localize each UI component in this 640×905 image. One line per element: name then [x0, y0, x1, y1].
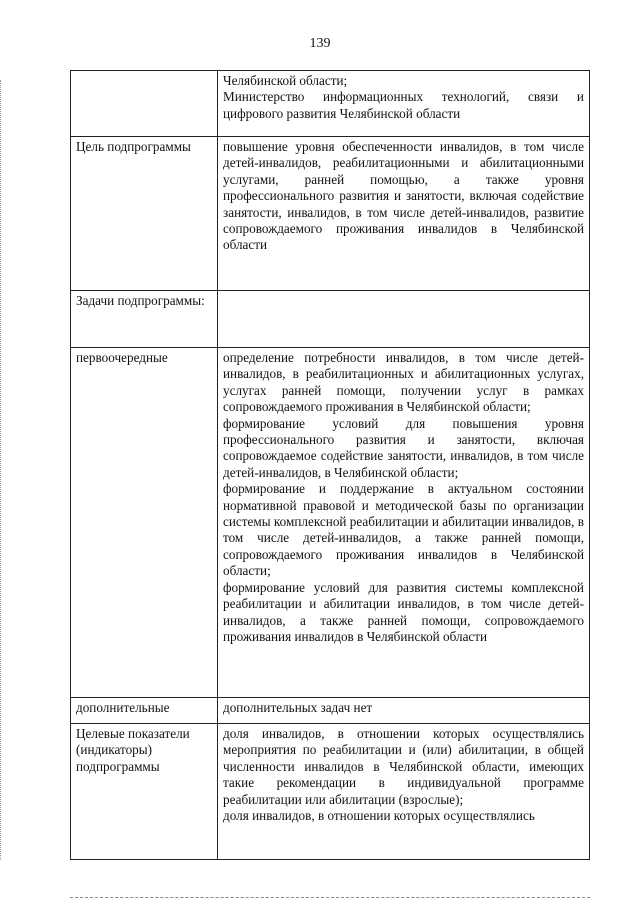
- content-paragraph: определение потребности инвалидов, в том числе детей-инвалидов, в реабилитационных и абилитационных услугах, услугах ранней помощи, получении услуг в рамках сопровождаемого проживания в Челябинской области;: [223, 350, 584, 415]
- row-content-cell: [218, 724, 590, 860]
- table-row: [71, 348, 590, 698]
- table-row: [71, 698, 590, 724]
- row-label-cell: [71, 71, 218, 137]
- page-number: 139: [309, 36, 331, 51]
- table-row: [71, 724, 590, 860]
- content-paragraph: Челябинской области;: [223, 73, 348, 88]
- page-bottom-border: [70, 897, 590, 898]
- table-row: [71, 71, 590, 137]
- scan-edge-marks: [0, 80, 3, 860]
- row-content-cell: [218, 291, 590, 348]
- content-paragraph: доля инвалидов, в отношении которых осуществлялись: [223, 808, 535, 824]
- content-paragraph: дополнительных задач нет: [223, 700, 373, 715]
- content-paragraph: формирование и поддержание в актуальном состоянии нормативной правовой и методической базы по организации системы комплексной реабилитации и абилитации инвалидов, в том числе детей-инвалидов, а также ранней помощи, сопровождаемого проживания инвалидов в Челябинской области;: [223, 481, 584, 579]
- content-paragraph: формирование условий для повышения уровня профессионального развития и занятости, включая сопровождаемое содействие занятости, инвалидов, в том числе детей-инвалидов, в Челябинской области;: [223, 415, 584, 480]
- row-label-cell: Целевые показатели (индикаторы) подпрограммы: [71, 724, 218, 860]
- row-content-cell: [218, 348, 590, 698]
- row-label-cell: Цель подпрограммы: [71, 137, 218, 291]
- content-paragraph: доля инвалидов, в отношении которых осуществлялись мероприятия по реабилитации и (или) абилитации, в общей численности инвалидов в Челябинской области, имеющих такие рекомендации в индивидуальной программе реабилитации или абилитации (взрослые);: [223, 726, 584, 807]
- content-paragraph: формирование условий для развития системы комплексной реабилитации и абилитации инвалидов, в том числе детей-инвалидов, а также ранней помощи, сопровождаемого проживания инвалидов в Челябинской области: [223, 579, 584, 644]
- content-paragraph: Министерство информационных технологий, связи и цифрового развития Челябинской области: [223, 89, 584, 121]
- row-content-cell: [218, 71, 590, 137]
- row-content-cell: [218, 137, 590, 291]
- table-row: [71, 291, 590, 348]
- subprogram-passport-table: [70, 70, 590, 860]
- table-row: [71, 137, 590, 291]
- row-label-cell: дополнительные: [71, 698, 218, 724]
- row-label-cell: Задачи подпрограммы:: [71, 291, 218, 348]
- row-content-cell: [218, 698, 590, 724]
- content-paragraph: повышение уровня обеспеченности инвалидов, в том числе детей-инвалидов, реабилитационными и абилитационными услугами, ранней помощью, а также уровня профессионального развития и занятости, включая содействие занятости, инвалидов, в том числе детей-инвалидов, развитие сопровождаемого проживания инвалидов в Челябинской области: [223, 139, 584, 253]
- row-label-cell: первоочередные: [71, 348, 218, 698]
